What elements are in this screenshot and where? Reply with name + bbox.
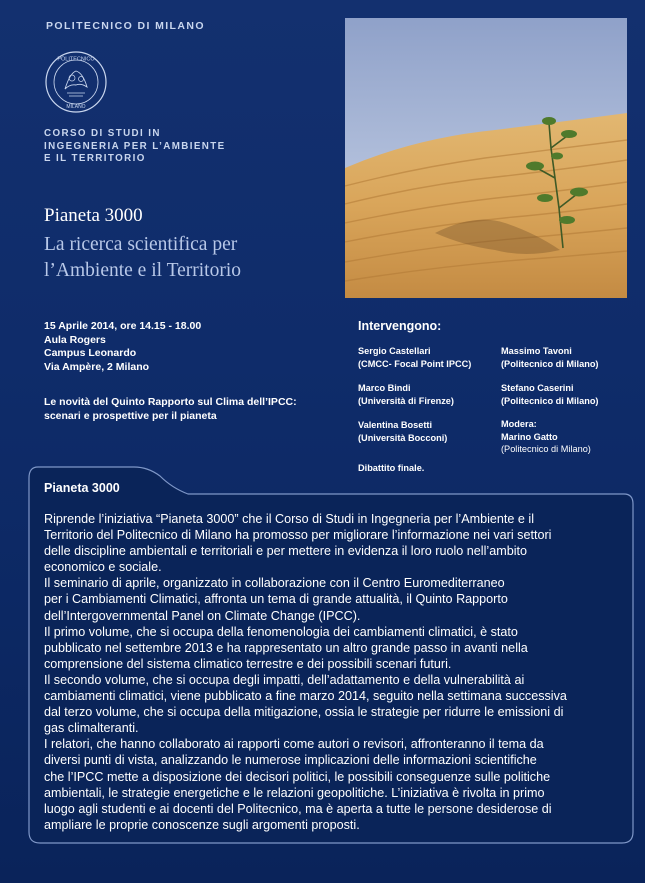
text-line: delle discipline ambientali e territoriali e per mettere in evidenza il loro ruolo nell’ambito [44, 544, 528, 559]
course-line: CORSO DI STUDI IN [44, 128, 161, 139]
text-line: Il secondo volume, che si occupa degli impatti, dell’adattamento e della vulnerabilità ai [44, 672, 525, 687]
speaker-affiliation: (Politecnico di Milano) [501, 395, 599, 406]
speaker-entry [358, 419, 447, 444]
event-address: Via Ampère, 2 Milano [44, 360, 150, 373]
seal-text-top: POLITECNICO [57, 56, 95, 63]
event-campus: Campus Leonardo [44, 347, 137, 359]
event-room: Aula Rogers [44, 333, 106, 346]
text-line: dal terzo volume, che si occupa della mitigazione, ossia le strategie per ridurre le emissioni di [44, 705, 564, 720]
text-line: che l’IPCC mette a disposizione dei decisori politici, le possibili conseguenze sulle politiche [44, 769, 551, 784]
text-line: I relatori, che hanno collaborato ai rapporti come autori o revisori, affronteranno il tema da [44, 737, 544, 752]
speaker-name: Marco Bindi [358, 383, 411, 393]
event-topic [44, 396, 344, 423]
subtitle-line: l’Ambiente e il Territorio [44, 260, 242, 281]
speaker-name: Stefano Caserini [501, 383, 574, 393]
speaker-affiliation: (CMCC- Focal Point IPCC) [358, 358, 472, 369]
description-text [44, 511, 634, 833]
speaker-entry [501, 345, 599, 370]
university-name: POLITECNICO DI MILANO [46, 20, 205, 32]
event-date: 15 Aprile 2014, ore 14.15 - 18.00 [44, 320, 202, 332]
text-line: Il primo volume, che si occupa della fenomenologia dei cambiamenti climatici, è stato [44, 624, 518, 639]
text-line: pubblicato nel settembre 2013 e ha rappresentato un altro grande passo in avanti nella [44, 640, 528, 655]
speaker-affiliation: (Università di Firenze) [358, 395, 454, 406]
text-line: per i Cambiamenti Climatici, affronta un tema di grande attualità, il Quinto Rapporto [44, 592, 508, 607]
speakers-heading: Intervengono: [358, 319, 442, 333]
text-line: luogo agli studenti e ai docenti del Politecnico, ma è aperta a tutte le persone desiderose di [44, 801, 552, 816]
text-line: Riprende l’iniziativa “Pianeta 3000” che il Corso di Studi in Ingegneria per l’Ambiente e il [44, 512, 535, 526]
speaker-entry [358, 382, 454, 407]
text-line: gas climalteranti. [44, 721, 139, 736]
speaker-entry [501, 382, 599, 407]
speaker-name: Sergio Castellari [358, 346, 431, 356]
course-line: E IL TERRITORIO [44, 153, 146, 164]
event-title: Pianeta 3000 [44, 205, 143, 226]
speaker-affiliation: (Politecnico di Milano) [501, 358, 599, 369]
panel-heading: Pianeta 3000 [44, 481, 120, 495]
text-line: dell’Intergovernmental Panel on Climate Change (IPCC). [44, 608, 361, 623]
event-details [44, 320, 334, 374]
text-line: cambiamenti climatici, viene pubblicato a fine marzo 2014, seguito nella settimana successiva [44, 689, 567, 704]
moderator-name: Marino Gatto [501, 431, 558, 442]
text-line: ambientali, le strategie energetiche e le relazioni geopolitiche. L’iniziativa è rivolta in primo [44, 785, 545, 800]
text-line: comprensione del sistema climatico terrestre e dei possibili scenari futuri. [44, 656, 452, 671]
seal-text-bottom: MILANO [66, 104, 86, 110]
text-line: Il seminario di aprile, organizzato in collaborazione con il Centro Euromediterraneo [44, 576, 505, 591]
course-name [44, 128, 284, 166]
text-line: economico e sociale. [44, 560, 162, 575]
university-seal-icon [45, 51, 107, 113]
moderator-entry [501, 418, 591, 456]
topic-line: scenari e prospettive per il pianeta [44, 409, 217, 422]
speaker-name: Valentina Bosetti [358, 420, 433, 430]
desert-plant-photo [345, 18, 627, 298]
text-line: diversi punti di vista, analizzando le numerose implicazioni delle informazioni scientifiche [44, 753, 537, 768]
speaker-entry [358, 345, 471, 370]
moderator-label: Modera: [501, 419, 537, 429]
text-line: ampliare le proprie conoscenze sugli argomenti proposti. [44, 817, 360, 832]
closing-note: Dibattito finale. [358, 463, 425, 473]
course-line: INGEGNERIA PER L’AMBIENTE [44, 140, 226, 152]
topic-line: Le novità del Quinto Rapporto sul Clima dell’IPCC: [44, 396, 297, 408]
subtitle-line: La ricerca scientifica per [44, 234, 238, 255]
moderator-affiliation: (Politecnico di Milano) [501, 444, 591, 454]
speaker-name: Massimo Tavoni [501, 346, 572, 356]
speaker-affiliation: (Università Bocconi) [358, 432, 448, 443]
event-subtitle [44, 232, 324, 284]
text-line: Territorio del Politecnico di Milano ha promosso per migliorare l’informazione nei vari settori [44, 528, 552, 543]
